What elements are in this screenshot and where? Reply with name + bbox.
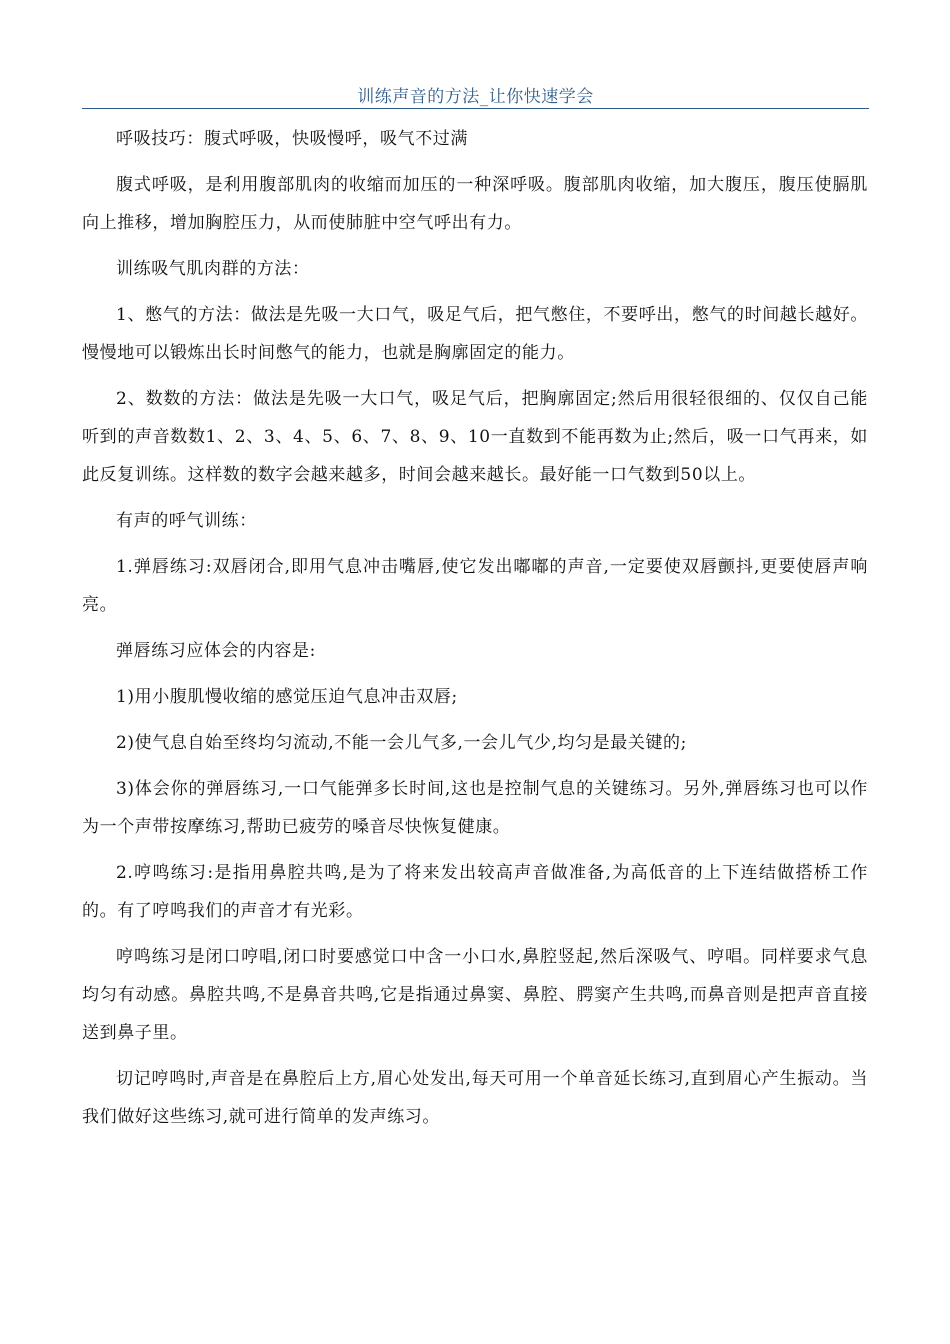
paragraph-abdominal-breathing: 腹式呼吸，是利用腹部肌肉的收缩而加压的一种深呼吸。腹部肌肉收缩，加大腹压，腹压使膈肌向上推移，增加胸腔压力，从而使肺脏中空气呼出有力。 [82,175,868,233]
paragraph-humming-note: 切记哼鸣时,声音是在鼻腔后上方,眉心处发出,每天可用一个单音延长练习,直到眉心产生振动。当我们做好这些练习,就可进行简单的发声练习。 [82,1069,868,1127]
paragraph-lip-trill-points: 弹唇练习应体会的内容是: [116,641,316,661]
document-title: 训练声音的方法_让你快速学会 [357,87,594,107]
paragraph-voiced-exhale-heading: 有声的呼气训练： [116,511,257,531]
paragraph-training-heading: 训练吸气肌肉群的方法： [116,259,310,279]
paragraph-humming-detail: 哼鸣练习是闭口哼唱,闭口时要感觉口中含一小口水,鼻腔竖起,然后深吸气、哼唱。同样要求气息均匀有动感。鼻腔共鸣,不是鼻音共鸣,它是指通过鼻窦、鼻腔、腭窦产生共鸣,而鼻音则是把声音直接送到鼻子里。 [82,947,868,1043]
paragraph-counting: 2、数数的方法：做法是先吸一大口气，吸足气后，把胸廓固定;然后用很轻很细的、仅仅自己能听到的声音数数1、2、3、4、5、6、7、8、9、10一直数到不能再数为止;然后，吸一口气再来，如此反复训练。这样数的数字会越来越多，时间会越来越长。最好能一口气数到50以上。 [82,389,868,485]
paragraph-breathing-technique: 呼吸技巧：腹式呼吸，快吸慢呼，吸气不过满 [116,129,468,149]
paragraph-breath-holding: 1、憋气的方法：做法是先吸一大口气，吸足气后，把气憋住，不要呼出，憋气的时间越长越好。慢慢地可以锻炼出长时间憋气的能力，也就是胸廓固定的能力。 [82,305,868,363]
paragraph-point-2: 2)使气息自始至终均匀流动,不能一会儿气多,一会儿气少,均匀是最关键的; [116,733,687,753]
paragraph-lip-trill: 1.弹唇练习:双唇闭合,即用气息冲击嘴唇,使它发出嘟嘟的声音,一定要使双唇颤抖,更要使唇声响亮。 [82,557,868,615]
paragraph-point-1: 1)用小腹肌慢收缩的感觉压迫气息冲击双唇; [116,687,458,707]
paragraph-humming: 2.哼鸣练习:是指用鼻腔共鸣,是为了将来发出较高声音做准备,为高低音的上下连结做搭桥工作的。有了哼鸣我们的声音才有光彩。 [82,863,868,921]
paragraph-point-3: 3)体会你的弹唇练习,一口气能弹多长时间,这也是控制气息的关键练习。另外,弹唇练习也可以作为一个声带按摩练习,帮助已疲劳的嗓音尽快恢复健康。 [82,779,868,837]
page-header [82,80,869,109]
document-body [82,120,868,1136]
